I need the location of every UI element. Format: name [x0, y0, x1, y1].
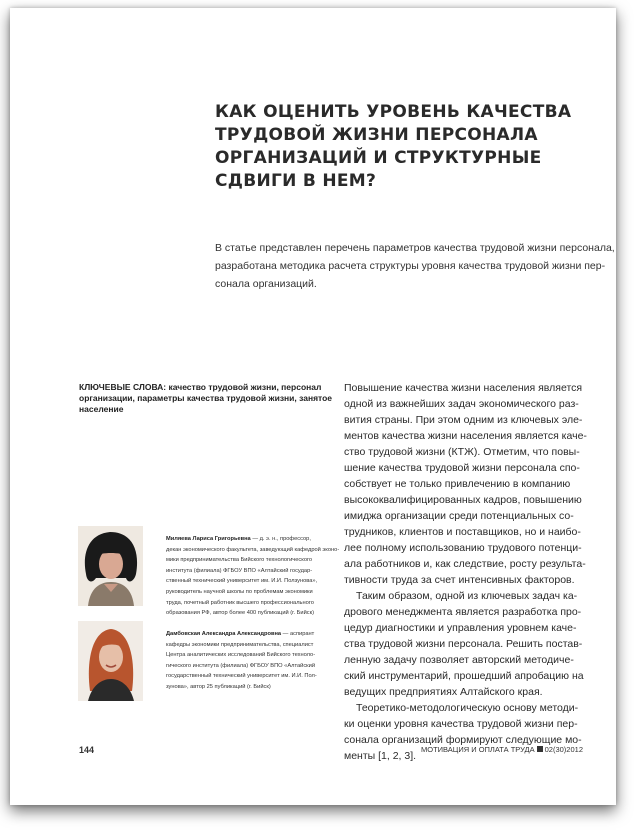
title-line: ОРГАНИЗАЦИЙ И СТРУКТУРНЫЕ [215, 148, 542, 168]
article-body [344, 380, 594, 764]
abstract-line: сонала организаций. [215, 278, 317, 290]
journal-footer [421, 745, 583, 754]
bio-line: мики предпринимательства Бийского технологического [166, 557, 313, 564]
body-line: дрового менеджмента является разработка про- [344, 606, 582, 618]
title-line: КАК ОЦЕНИТЬ УРОВЕНЬ КАЧЕСТВА [215, 102, 572, 122]
body-line: Теоретико-методологическую основу методи- [356, 702, 579, 714]
body-line: высококвалифицированных кадров, повышению [344, 494, 582, 506]
bio-line: декан экономического факультета, заведующий кафедрой эконо- [166, 546, 340, 553]
bio-line: зунова», автор 25 публикаций (г. Бийск) [166, 683, 271, 690]
bio-line: Центра аналитических исследований Бийского техноло- [166, 652, 316, 659]
author-bio [166, 629, 366, 693]
body-line: ведущих предприятиях Алтайского края. [344, 686, 543, 698]
body-line: ки оценки уровня качества трудовой жизни пер- [344, 718, 578, 730]
journal-issue: 02(30)2012 [544, 745, 583, 754]
square-bullet-icon [537, 746, 543, 752]
keywords-line: КЛЮЧЕВЫЕ СЛОВА: качество трудовой жизни, персонал [79, 382, 322, 392]
body-line: шение качества трудовой жизни персонала спо- [344, 462, 580, 474]
body-line: ства трудовой жизни персонала. Решить постав- [344, 638, 583, 650]
bio-line: руководитель научной школы по проблемам экономики [166, 588, 313, 595]
author-photo [78, 621, 143, 701]
abstract-line: разработана методика расчета структуры уровня качества трудовой жизни пер- [215, 260, 606, 272]
body-line: одной из важнейших задач экономического раз- [344, 398, 579, 410]
body-line: ментов качества жизни населения является каче- [344, 430, 587, 442]
body-line: менты [1, 2, 3]. [344, 750, 417, 762]
article-abstract [215, 239, 615, 293]
bio-line: труда, почетный работник высшего профессионального [166, 599, 314, 606]
body-line: имиджа организации среди потенциальных со- [344, 510, 574, 522]
bio-line: гического института (филиала) ФГБОУ ВПО «Алтайский [166, 662, 316, 669]
title-line: СДВИГИ В НЕМ? [215, 171, 377, 191]
author-photo [78, 526, 143, 606]
bio-line: государственный технический университет им. И.И. Пол- [166, 673, 317, 680]
body-line: ала работников и, как следствие, росту результа- [344, 558, 586, 570]
body-line: цедур диагностики и управления уровнем каче- [344, 622, 577, 634]
body-line: ство трудовой жизни (КТЖ). Отметим, что повы- [344, 446, 580, 458]
journal-name: МОТИВАЦИЯ И ОПЛАТА ТРУДА [420, 745, 535, 754]
bio-line: ственный технический университет им. И.И. Ползунова», [166, 578, 318, 585]
author-name: Дамбовская Александра Александровна [166, 631, 282, 637]
author-name: Миляева Лариса Григорьевна [166, 536, 251, 542]
body-line: вития страны. При этом одним из ключевых эле- [344, 414, 583, 426]
body-line: Повышение качества жизни населения является [344, 382, 583, 394]
bio-line: — д. э. н., профессор, [252, 536, 311, 542]
bio-line: — аспирант [282, 631, 315, 637]
article-title [215, 101, 575, 193]
journal-page [10, 8, 616, 805]
author-bio [166, 534, 366, 619]
bio-line: института (филиала) ФГБОУ ВПО «Алтайский государ- [166, 567, 313, 574]
bio-line: кафедры экономики предпринимательства, специалист [166, 641, 314, 648]
page-number: 144 [79, 745, 95, 755]
body-line: лее полному использованию трудового потенци- [344, 542, 582, 554]
abstract-line: В статье представлен перечень параметров качества трудовой жизни персонала, [215, 242, 615, 254]
body-line: тивности труда за счет интенсивных факторов. [344, 574, 575, 586]
body-line: ленную задачу позволяет авторский методиче- [344, 654, 574, 666]
body-line: Таким образом, одной из ключевых задач ка- [356, 590, 578, 602]
bio-line: образования РФ, автор более 400 публикаций (г. Бийск) [166, 610, 314, 617]
title-line: ТРУДОВОЙ ЖИЗНИ ПЕРСОНАЛА [215, 125, 538, 145]
body-line: трудников, клиентов и поставщиков, но и наибо- [344, 526, 581, 538]
body-line: сонала организаций формируют следующие мо- [344, 734, 582, 746]
body-line: собствует не только привлечению в компанию [344, 478, 571, 490]
body-line: ский инструментарий, прошедший апробацию на [344, 670, 584, 682]
keywords-block [79, 382, 333, 415]
keywords-line: население [79, 404, 124, 414]
keywords-line: организации, параметры качества трудовой жизни, занятое [79, 393, 333, 403]
